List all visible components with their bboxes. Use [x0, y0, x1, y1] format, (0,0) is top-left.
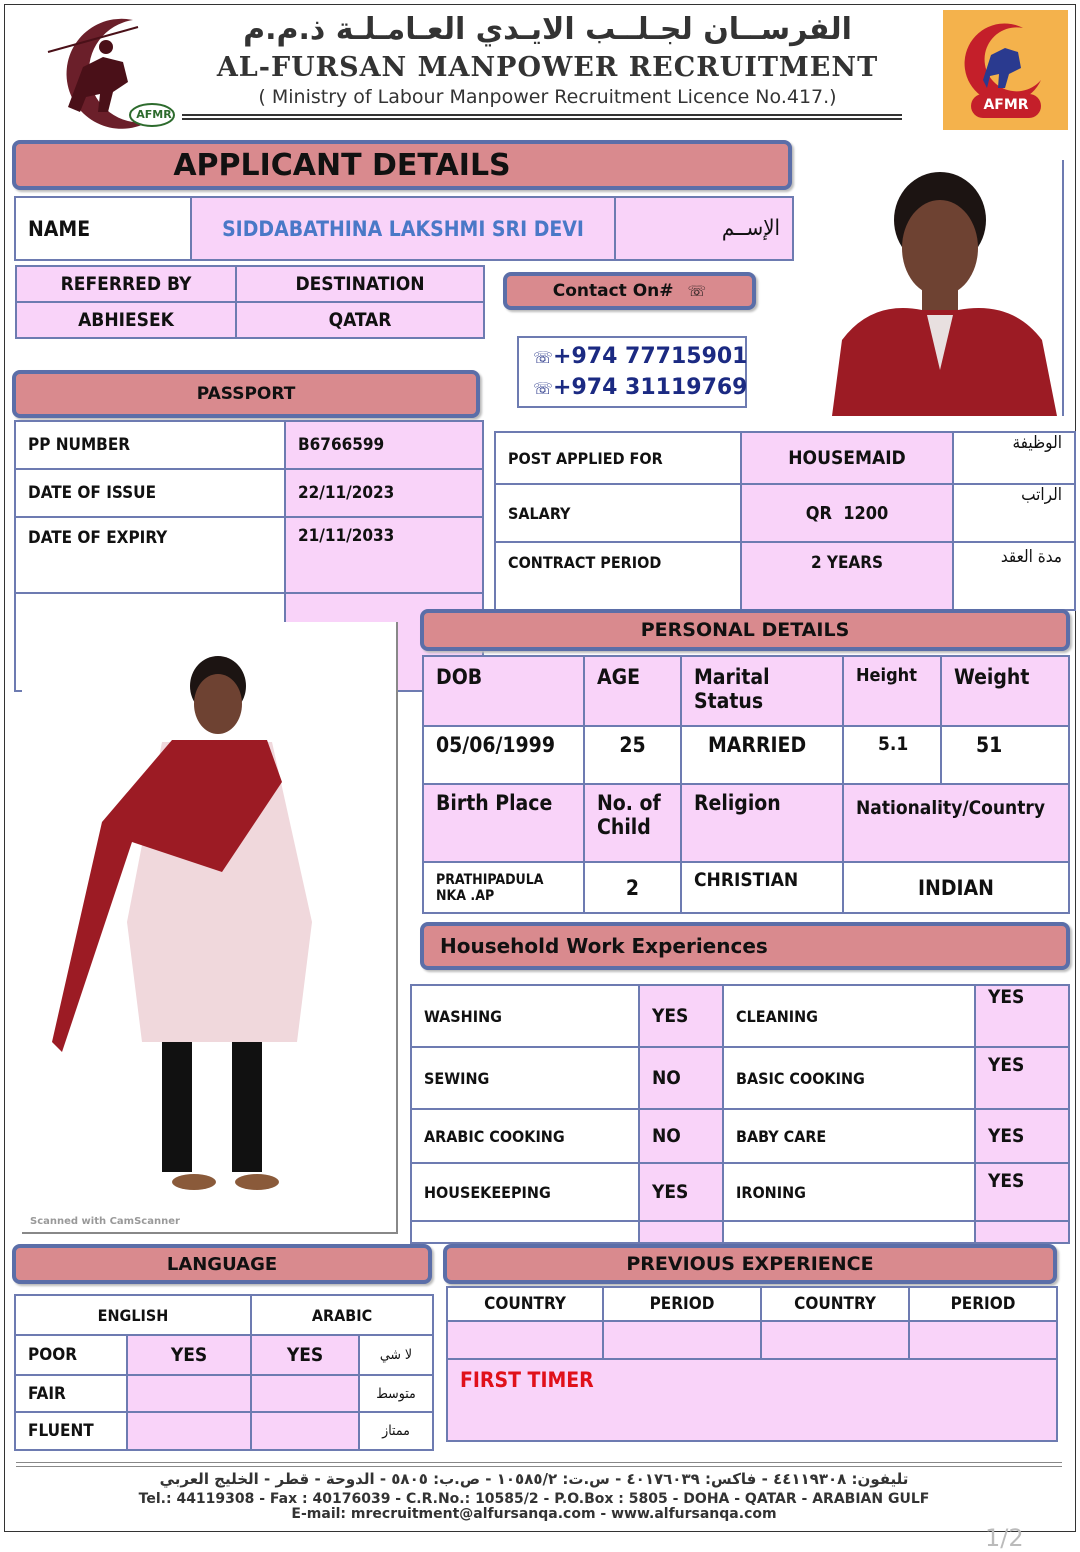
no-of-child-label: No. of Child [584, 784, 681, 862]
contact-label: Contact On# [552, 281, 674, 301]
previous-country-header: COUNTRY [447, 1287, 603, 1321]
licence-text: ( Ministry of Labour Manpower Recruitment Licence No.417.) [258, 86, 837, 108]
height-value: 5.1 [843, 726, 941, 784]
household-header-text: Household Work Experiences [440, 934, 768, 958]
first-timer-note: FIRST TIMER [447, 1359, 1057, 1441]
contract-period-value: 2 YEARS [741, 542, 953, 610]
household-item-label: BASIC COOKING [723, 1047, 975, 1109]
marital-status-value: MARRIED [681, 726, 843, 784]
company-name: AL-FURSAN MANPOWER RECRUITMENT [216, 52, 879, 83]
date-of-issue-value: 22/11/2023 [285, 469, 483, 517]
nationality-value: INDIAN [843, 862, 1069, 913]
footer-contact-line: Tel.: 44119308 - Fax : 40176039 - C.R.No.: 10585/2 - P.O.Box : 5805 - DOHA - QATAR - ARABIAN GULF [138, 1491, 930, 1507]
household-item-label: SEWING [411, 1047, 639, 1109]
language-level-label: FLUENT [15, 1412, 127, 1450]
pp-number-label: PP NUMBER [15, 421, 285, 469]
household-item-label: WASHING [411, 985, 639, 1047]
personal-details-header-text: PERSONAL DETAILS [640, 619, 850, 641]
previous-country-header: COUNTRY [761, 1287, 909, 1321]
previous-experience-header [443, 1244, 1057, 1284]
phone-line-1[interactable] [533, 342, 748, 373]
height-label: Height [843, 656, 941, 726]
household-empty-cell [723, 1221, 975, 1243]
household-item-label: HOUSEKEEPING [411, 1163, 639, 1221]
passport-header-text: PASSPORT [196, 384, 296, 404]
scan-note: Scanned with CamScanner [30, 1216, 180, 1227]
page-indicator: 1/2 [985, 1524, 1024, 1552]
contract-period-arabic: مدة العقد [953, 542, 1075, 610]
phone-line-2[interactable] [533, 373, 748, 404]
language-level-label: FAIR [15, 1375, 127, 1412]
household-empty-cell [639, 1221, 723, 1243]
contact-bar [503, 272, 756, 310]
language-level-arabic-label: لا شي [359, 1335, 433, 1375]
footer-arabic: تليفون: ٤٤١١٩٣٠٨ - فاكس: ٤٠١٧٦٠٣٩ - س.ت: ١٠٥٨٥/٢ - ص.ب: ٥٨٠٥ - الدوحة - قطر - الخليج العربي [159, 1470, 909, 1488]
personal-details-header [420, 609, 1070, 651]
name-arabic-label: الإســم [615, 197, 793, 260]
household-table [410, 984, 1070, 1244]
household-empty-cell [411, 1221, 639, 1243]
previous-period-header: PERIOD [603, 1287, 761, 1321]
household-item-value: YES [975, 1163, 1069, 1221]
household-item-value: NO [639, 1109, 723, 1163]
date-of-expiry-value: 21/11/2033 [285, 517, 483, 593]
weight-value: 51 [941, 726, 1069, 784]
arabic-column-header: ARABIC [251, 1295, 433, 1335]
language-level-label: POOR [15, 1335, 127, 1375]
phone-icon: ☏ [533, 379, 554, 398]
dob-label: DOB [423, 656, 584, 726]
footer-rule [16, 1462, 1062, 1467]
marital-status-label: Marital Status [681, 656, 843, 726]
post-applied-arabic: الوظيفة [953, 432, 1075, 484]
english-level-value [127, 1375, 251, 1412]
previous-empty-cell [909, 1321, 1057, 1359]
referred-by-label: REFERRED BY [16, 266, 236, 302]
english-level-value [127, 1412, 251, 1450]
badge-text: AFMR [983, 97, 1029, 113]
household-item-label: BABY CARE [723, 1109, 975, 1163]
name-label: NAME [15, 197, 191, 260]
household-header [420, 922, 1070, 970]
household-empty-cell [975, 1221, 1069, 1243]
language-header [12, 1244, 432, 1284]
language-header-text: LANGUAGE [166, 1253, 278, 1275]
referred-by-value: ABHIESEK [16, 302, 236, 338]
personal-details-table [422, 655, 1070, 914]
destination-label: DESTINATION [236, 266, 484, 302]
english-column-header: ENGLISH [15, 1295, 251, 1335]
salary-label: SALARY [495, 484, 741, 542]
household-item-value: YES [975, 1109, 1069, 1163]
salary-arabic: الراتب [953, 484, 1075, 542]
no-of-child-value: 2 [584, 862, 681, 913]
page-title-text: APPLICANT DETAILS [173, 147, 511, 183]
english-level-value: YES [127, 1335, 251, 1375]
household-item-value: YES [639, 1163, 723, 1221]
footer-email-line: E-mail: mrecruitment@alfursanqa.com - www.alfursanqa.com [291, 1506, 777, 1522]
portrait-photo [812, 160, 1064, 416]
phone-number-2: +974 31119769 [553, 375, 748, 400]
language-level-arabic-label: متوسط [359, 1375, 433, 1412]
referral-table [15, 265, 485, 339]
company-arabic-name: الفرســان لجـلــب الايـدي العـامـلـة ذ.م.م [243, 12, 852, 47]
language-table [14, 1294, 434, 1451]
pp-number-value: B6766599 [285, 421, 483, 469]
previous-experience-table [446, 1286, 1058, 1442]
arabic-level-value [251, 1412, 359, 1450]
date-of-issue-label: DATE OF ISSUE [15, 469, 285, 517]
birth-place-value: PRATHIPADULA NKA .AP [423, 862, 584, 913]
full-body-photo [22, 622, 398, 1234]
header-rule [182, 114, 902, 120]
logo-text: AFMR [136, 108, 172, 121]
religion-value: CHRISTIAN [681, 862, 843, 913]
salary-value: QR 1200 [741, 484, 953, 542]
household-item-label: IRONING [723, 1163, 975, 1221]
religion-label: Religion [681, 784, 843, 862]
phone-number-1: +974 77715901 [553, 344, 748, 369]
phone-icon: ☏ [533, 348, 554, 367]
date-of-expiry-label: DATE OF EXPIRY [15, 517, 285, 593]
household-item-value: NO [639, 1047, 723, 1109]
previous-empty-cell [447, 1321, 603, 1359]
contract-period-label: CONTRACT PERIOD [495, 542, 741, 610]
previous-empty-cell [603, 1321, 761, 1359]
arabic-level-value [251, 1375, 359, 1412]
birth-place-label: Birth Place [423, 784, 584, 862]
phone-icon: ☏ [687, 282, 707, 300]
household-item-value: YES [975, 985, 1069, 1047]
arabic-level-value: YES [251, 1335, 359, 1375]
household-item-value: YES [639, 985, 723, 1047]
age-value: 25 [584, 726, 681, 784]
post-applied-label: POST APPLIED FOR [495, 432, 741, 484]
page-title [12, 140, 792, 190]
language-level-arabic-label: ممتاز [359, 1412, 433, 1450]
name-table [14, 196, 794, 261]
household-item-value: YES [975, 1047, 1069, 1109]
previous-empty-cell [761, 1321, 909, 1359]
household-item-label: CLEANING [723, 985, 975, 1047]
previous-period-header: PERIOD [909, 1287, 1057, 1321]
weight-label: Weight [941, 656, 1069, 726]
dob-value: 05/06/1999 [423, 726, 584, 784]
previous-experience-header-text: PREVIOUS EXPERIENCE [626, 1253, 874, 1275]
passport-header [12, 370, 480, 418]
contact-box [517, 336, 747, 408]
post-applied-value: HOUSEMAID [741, 432, 953, 484]
age-label: AGE [584, 656, 681, 726]
nationality-label: Nationality/Country [843, 784, 1069, 862]
household-item-label: ARABIC COOKING [411, 1109, 639, 1163]
destination-value: QATAR [236, 302, 484, 338]
job-table [494, 431, 1076, 611]
name-value: SIDDABATHINA LAKSHMI SRI DEVI [191, 197, 615, 260]
